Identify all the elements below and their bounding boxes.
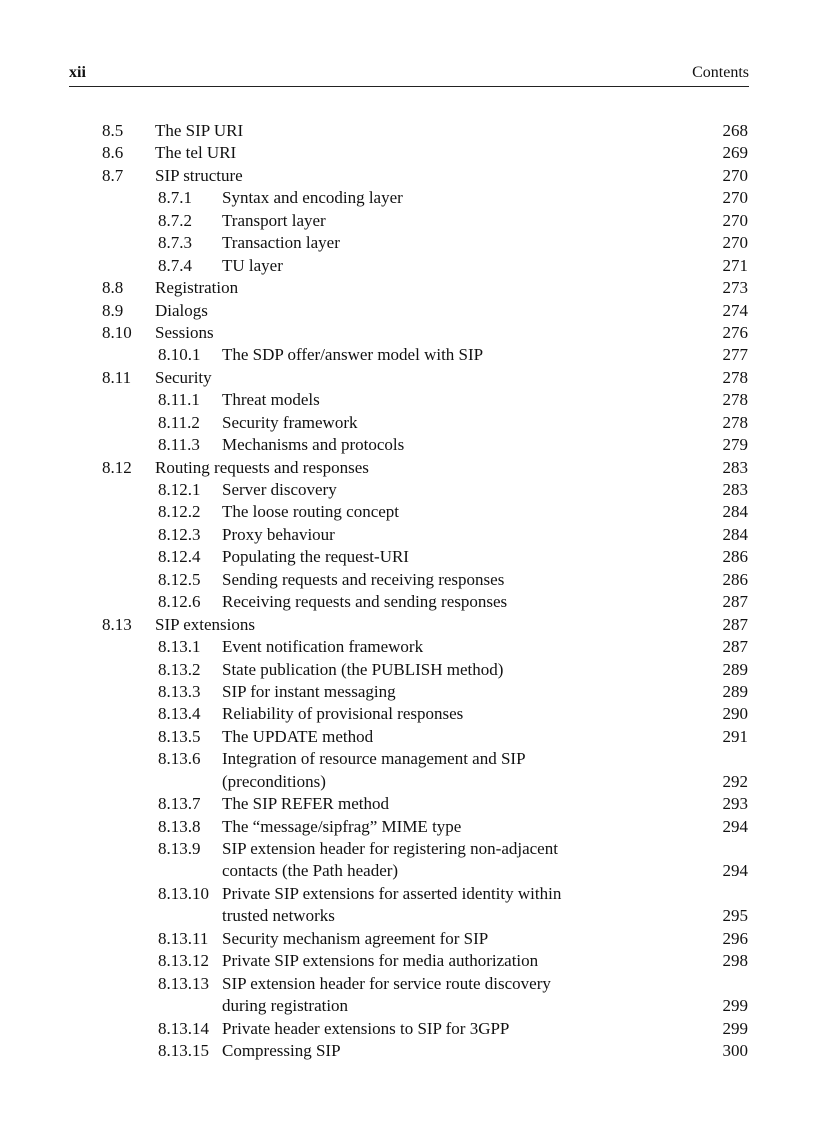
toc-entry-page: 294 <box>722 861 748 881</box>
toc-entry <box>0 569 816 591</box>
toc-entry-number: 8.12.1 <box>158 480 201 499</box>
toc-entry <box>0 300 816 322</box>
toc-entry-page: 270 <box>722 188 748 208</box>
toc-entry-title: The loose routing concept <box>222 502 400 522</box>
toc-entry-title: Transport layer <box>222 210 326 230</box>
toc-entry-number: 8.7.4 <box>158 255 192 275</box>
toc-entry-title: Routing requests and responses <box>155 457 369 477</box>
toc-entry-page: 286 <box>722 547 748 567</box>
toc-entry-page: 268 <box>722 121 748 140</box>
toc-entry-title: Populating the request-URI <box>222 547 409 567</box>
toc-entry-number: 8.5 <box>102 121 124 140</box>
toc-entry-number: 8.13.12 <box>158 951 209 971</box>
toc-entry-title: The UPDATE method <box>222 726 374 746</box>
toc-entry <box>0 1040 816 1062</box>
toc-entry-page: 287 <box>722 614 748 634</box>
toc-entry-title: Sessions <box>155 322 214 342</box>
toc-entry <box>0 1018 816 1040</box>
toc-entry <box>0 591 816 613</box>
toc-entry <box>0 367 816 389</box>
running-title: Contents <box>692 64 749 81</box>
toc-entry-page: 279 <box>722 435 748 455</box>
toc-entry-title: Security mechanism agreement for SIP <box>222 928 489 948</box>
toc-entry-title: Registration <box>155 278 239 298</box>
toc-entry-number: 8.13.15 <box>158 1040 209 1060</box>
toc-entry-number: 8.12.2 <box>158 502 201 522</box>
toc-entry-page: 299 <box>722 1018 748 1038</box>
toc-entry-page: 289 <box>722 659 748 679</box>
toc-entry-number: 8.11.3 <box>158 435 200 455</box>
toc-entry <box>0 816 816 838</box>
toc-entry-page: 284 <box>722 524 748 544</box>
toc-entry-title: Compressing SIP <box>222 1040 341 1060</box>
toc-entry-number: 8.7.2 <box>158 210 192 230</box>
toc-entry-number: 8.13.9 <box>158 839 201 858</box>
toc-entry <box>0 142 816 164</box>
toc-entry-title: Security framework <box>222 412 358 432</box>
toc-entry-page: 295 <box>722 906 748 926</box>
toc-entry <box>0 973 816 995</box>
toc-entry <box>0 636 816 658</box>
toc-entry-page: 298 <box>722 951 748 971</box>
toc-entry-number: 8.7.3 <box>158 233 192 253</box>
toc-entry <box>0 501 816 523</box>
toc-entry-number: 8.12.5 <box>158 569 201 589</box>
toc-entry-title: TU layer <box>222 255 283 275</box>
toc-entry-number: 8.13.8 <box>158 816 201 836</box>
toc-entry-number: 8.13.1 <box>158 637 201 657</box>
toc-entry-page: 299 <box>722 996 748 1016</box>
toc-entry <box>0 659 816 681</box>
toc-entry-title: State publication (the PUBLISH method) <box>222 659 504 679</box>
toc-entry-page: 278 <box>722 367 748 387</box>
page-header <box>69 64 749 87</box>
toc-entry-page: 291 <box>722 726 748 746</box>
toc-entry-title: Security <box>155 367 212 387</box>
toc-entry-page: 283 <box>722 457 748 477</box>
toc-entry-number: 8.13.2 <box>158 659 201 679</box>
toc-entry-title: SIP extension header for service route discovery <box>222 973 551 993</box>
toc-entry-number: 8.10 <box>102 322 132 342</box>
toc-entry <box>0 838 816 860</box>
toc-entry <box>0 614 816 636</box>
toc-entry-number: 8.11.2 <box>158 412 200 432</box>
toc-entry <box>0 860 816 882</box>
toc-entry <box>0 457 816 479</box>
toc-entry-number: 8.13.4 <box>158 704 201 724</box>
toc-entry <box>0 748 816 770</box>
toc-entry-title: Private header extensions to SIP for 3GPP <box>222 1018 510 1038</box>
toc-entry <box>0 524 816 546</box>
toc-entry-title: Transaction layer <box>222 233 340 253</box>
toc-entry <box>0 928 816 950</box>
toc-entry-title: Threat models <box>222 390 320 410</box>
toc-entry <box>0 726 816 748</box>
toc-entry-page: 273 <box>722 278 748 298</box>
toc-entry-title: Sending requests and receiving responses <box>222 569 505 589</box>
toc-entry-title: The SIP URI <box>155 121 244 140</box>
toc-entry-page: 300 <box>722 1040 748 1060</box>
toc-entry-number: 8.13.11 <box>158 928 209 948</box>
toc-entry-title: Reliability of provisional responses <box>222 704 464 724</box>
toc-entry-title: Event notification framework <box>222 637 424 657</box>
toc-entry-number: 8.11 <box>102 367 132 387</box>
toc-entry-page: 293 <box>722 794 748 814</box>
toc-entry-page: 283 <box>722 480 748 499</box>
toc-entry-title: Private SIP extensions for media authorization <box>222 951 539 971</box>
toc-entry-title: Syntax and encoding layer <box>222 188 403 208</box>
toc-entry <box>0 344 816 366</box>
toc-entry-page: 287 <box>722 592 748 612</box>
toc-entry-title: contacts (the Path header) <box>222 861 399 881</box>
toc-entry-title: Private SIP extensions for asserted identity within <box>222 883 562 903</box>
toc-entry <box>0 412 816 434</box>
toc-entry-number: 8.13.7 <box>158 794 201 814</box>
toc-entry <box>0 771 816 793</box>
toc-entry-number: 8.11.1 <box>158 390 200 410</box>
toc-entry <box>0 995 816 1017</box>
toc-entry-number: 8.13 <box>102 614 132 634</box>
toc-entry-page: 296 <box>722 928 748 948</box>
toc-entry <box>0 950 816 972</box>
toc-entry <box>0 255 816 277</box>
toc-entry <box>0 389 816 411</box>
toc-entry-page: 271 <box>722 255 748 275</box>
toc-entry <box>0 120 816 142</box>
toc-entry-page: 290 <box>722 704 748 724</box>
toc-entry-number: 8.13.5 <box>158 726 201 746</box>
toc-entry-title: Mechanisms and protocols <box>222 435 405 455</box>
toc-entry <box>0 210 816 232</box>
toc-entry <box>0 905 816 927</box>
toc-entry-title: Receiving requests and sending responses <box>222 592 508 612</box>
toc-entry-title: The SDP offer/answer model with SIP <box>222 345 484 365</box>
page-number: xii <box>69 64 86 81</box>
toc-entry-page: 292 <box>722 771 748 791</box>
toc-entry-page: 270 <box>722 210 748 230</box>
toc-entry-page: 286 <box>722 569 748 589</box>
toc-entry-title: SIP structure <box>155 165 243 185</box>
toc-entry-page: 278 <box>722 390 748 410</box>
toc-entry-number: 8.9 <box>102 300 124 320</box>
toc-entry-title: SIP extension header for registering non-adjacent <box>222 839 558 858</box>
toc-entry <box>0 793 816 815</box>
toc-entry <box>0 546 816 568</box>
toc-entry <box>0 232 816 254</box>
toc-entry-number: 8.12 <box>102 457 132 477</box>
toc-entry <box>0 703 816 725</box>
toc-entry-number: 8.13.3 <box>158 681 201 701</box>
toc-entry-number: 8.13.6 <box>158 749 201 769</box>
toc-entry <box>0 479 816 501</box>
toc-entry <box>0 277 816 299</box>
toc-entry-page: 278 <box>722 412 748 432</box>
toc-entry-title: The SIP REFER method <box>222 794 390 814</box>
toc-entry-title: The “message/sipfrag” MIME type <box>222 816 462 836</box>
toc-entry-title: SIP extensions <box>155 614 255 634</box>
toc-entry <box>0 681 816 703</box>
toc-entry-number: 8.7 <box>102 165 124 185</box>
toc-entry-page: 274 <box>722 300 748 320</box>
toc-entry-page: 277 <box>722 345 748 365</box>
toc-entry <box>0 883 816 905</box>
toc-entry <box>0 434 816 456</box>
toc-entry-page: 276 <box>722 322 748 342</box>
toc-entry-title: SIP for instant messaging <box>222 681 396 701</box>
toc-entry-title: (preconditions) <box>222 771 326 791</box>
toc-entry-number: 8.6 <box>102 143 124 163</box>
toc-entry-number: 8.7.1 <box>158 188 192 208</box>
toc-entry-number: 8.10.1 <box>158 345 201 365</box>
toc-entry-number: 8.13.14 <box>158 1018 209 1038</box>
toc-entry-title: Server discovery <box>222 480 337 499</box>
toc-entry-number: 8.13.13 <box>158 973 209 993</box>
toc-entry-page: 269 <box>722 143 748 163</box>
table-of-contents <box>0 120 816 1062</box>
toc-entry-number: 8.12.3 <box>158 524 201 544</box>
toc-entry-title: Integration of resource management and SIP <box>222 749 526 769</box>
toc-entry-title: trusted networks <box>222 906 335 926</box>
toc-entry-title: Dialogs <box>155 300 208 320</box>
toc-entry-number: 8.12.4 <box>158 547 201 567</box>
toc-entry-title: The tel URI <box>155 143 237 163</box>
toc-entry-page: 284 <box>722 502 748 522</box>
toc-entry-page: 270 <box>722 233 748 253</box>
toc-entry <box>0 187 816 209</box>
toc-entry <box>0 322 816 344</box>
toc-entry-page: 294 <box>722 816 748 836</box>
toc-entry-number: 8.8 <box>102 278 124 298</box>
toc-entry-page: 270 <box>722 165 748 185</box>
toc-entry-number: 8.13.10 <box>158 883 209 903</box>
toc-entry-page: 289 <box>722 681 748 701</box>
toc-entry-title: during registration <box>222 996 349 1016</box>
toc-entry <box>0 165 816 187</box>
toc-entry-number: 8.12.6 <box>158 592 201 612</box>
toc-entry-page: 287 <box>722 637 748 657</box>
toc-entry-title: Proxy behaviour <box>222 524 335 544</box>
